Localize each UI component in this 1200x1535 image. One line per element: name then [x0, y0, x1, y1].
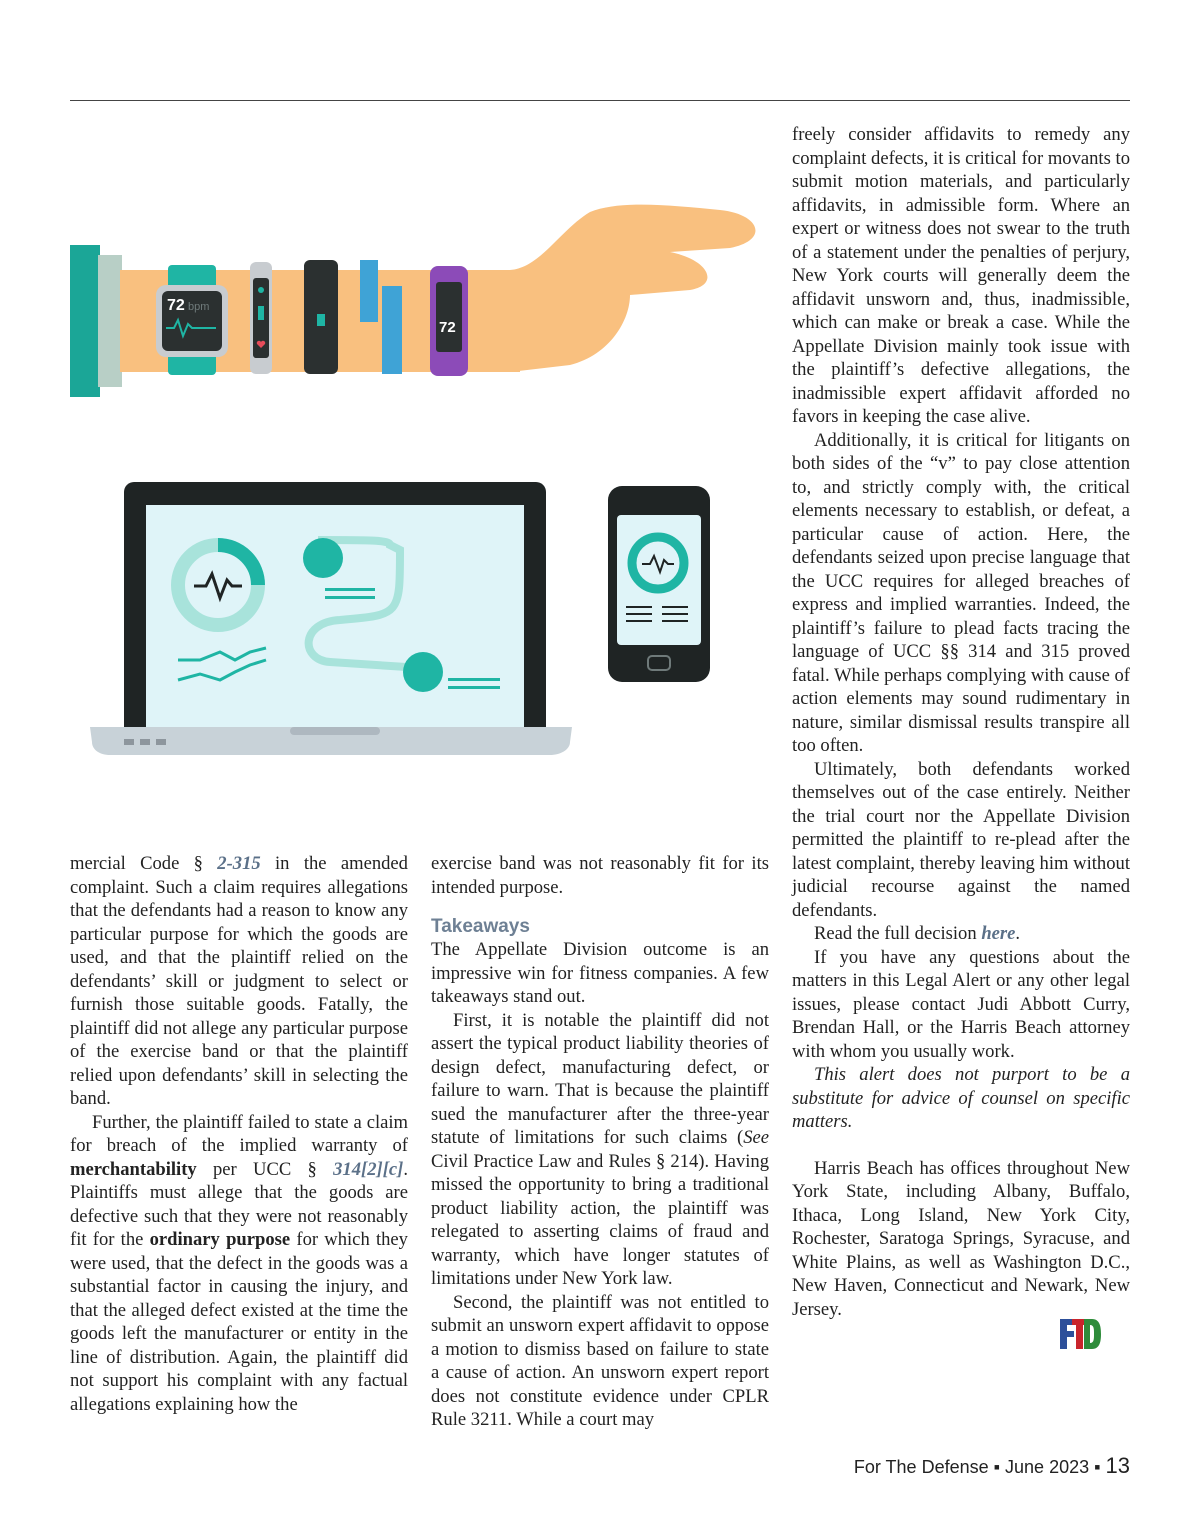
publication-name: For The Defense	[853, 1457, 989, 1477]
text-column-2	[431, 852, 769, 1432]
paragraph: Harris Beach has offices throughout New York State, including Albany, Buffalo, Ithaca, Long Island, New York City, Rochester, Saratoga Springs, Syracuse, and White Plains, as well as Washington D.C., New Haven, Connecticut and Newark, New Jersey.	[792, 1157, 1130, 1320]
ftd-logo	[1058, 1317, 1102, 1351]
page-number: 13	[1105, 1453, 1130, 1478]
paragraph: Ultimately, both defendants worked themselves out of the case entirely. Neither the trial court nor the Appellate Division permitted the plaintiff to re-plead after the latest complaint, thereby leaving him without judicial recourse against the named defendants.	[792, 758, 1130, 921]
paragraph: mercial Code § 2-315 in the amended complaint. Such a claim requires allegations that the defendants had a reason to know any particular purpose for which the goods are used, and that the plaintiff relied on the defendants’ skill or judgment to select or furnish those suitable goods. Fatally, the plaintiff did not allege any particular purpose of the exercise band or that the plaintiff relied upon defendants’ skill in selecting the band.	[70, 853, 408, 1109]
arm-with-fitness-bands	[70, 205, 755, 397]
text-column-1	[70, 852, 408, 1416]
watch-bpm-value: 72	[167, 297, 185, 314]
black-band-icon	[304, 260, 338, 374]
separator-dot: ▪	[993, 1457, 1006, 1477]
fitness-band-icon	[250, 262, 272, 374]
link-here[interactable]: here	[981, 923, 1016, 944]
link-314-2-c[interactable]: 314[2][c]	[333, 1158, 404, 1180]
purple-band-icon	[430, 266, 468, 376]
paragraph: Further, the plaintiff failed to state a claim for breach of the implied warranty of merchantability per UCC § 314[2][c]. Plaintiffs must allege that the goods are defective such that they were not reasonably fit for the ordinary purpose for which they were used, that the defect in the goods was a substantial factor in causing the injury, and that the alleged defect existed at the time the goods left the manufacturer or entity in the line of distribution. Again, the plaintiff did not support his complaint with any factual allegations explaining how the	[70, 1111, 408, 1415]
paragraph: The Appellate Division outcome is an impressive win for fitness companies. A few takeaways stand out.	[431, 939, 769, 1007]
paragraph: Additionally, it is critical for litigants on both sides of the “v” to pay close attention to, and strictly comply with, the critical elements necessary to establish, or defeat, a particular cause of action. Here, the defendants seized upon precise language that the UCC requires for alleged breaches of express and implied warranties. Indeed, the plaintiff’s failure to plead facts tracing the language of UCC §§ 314 and 315 proved fatal. While perhaps complying with cause of action elements may sound rudimentary in nature, similar dismissal results transpire all too often.	[792, 429, 1130, 756]
laptop-icon	[90, 482, 572, 755]
text-column-3	[792, 123, 1130, 1321]
smartphone-icon	[608, 486, 710, 682]
paragraph: First, it is notable the plaintiff did not assert the typical product liability theories of design defect, manufacturing defect, or failure to warn. That is because the plaintiff sued the manufacturer after the three-year statute of limitations for such claims (See Civil Practice Law and Rules § 214). Having missed the opportunity to bring a traditional product liability action, the plaintiff was relegated to asserting claims of fraud and warranty, which have longer statutes of limitations under New York law.	[431, 1009, 769, 1289]
wearables-illustration	[70, 190, 770, 770]
paragraph: If you have any questions about the matters in this Legal Alert or any other legal issues, please contact Judi Abbott Curry, Brendan Hall, or the Harris Beach attorney with whom you usually work.	[792, 946, 1130, 1062]
paragraph: freely consider affidavits to remedy any complaint defects, it is critical for movants to submit motion materials, and particularly affidavits, in admissible form. Where an expert or witness does not swear to the truth of a statement under the penalties of perjury, New York courts will generally deem the affidavit unsworn and, thus, inadmissible, which can make or break a case. While the Appellate Division mainly took issue with the plaintiff’s defective allegations, the inadmissible expert affidavit afforded no favors in keeping the case alive.	[792, 124, 1130, 427]
paragraph: Read the full decision here.	[814, 923, 1021, 944]
paragraph: Second, the plaintiff was not entitled to submit an unsworn expert affidavit to oppose a motion to dismiss based on failure to state a cause of action. An unsworn expert report does not constitute evidence under CPLR Rule 3211. While a court may	[431, 1291, 769, 1430]
page-footer	[854, 1453, 1130, 1479]
link-2-315[interactable]: 2-315	[217, 853, 261, 874]
issue-date: June 2023	[1005, 1457, 1090, 1477]
separator-dot: ▪	[1094, 1457, 1106, 1477]
section-heading: Takeaways	[431, 916, 530, 937]
disclaimer: This alert does not purport to be a substitute for advice of counsel on specific matters.	[792, 1064, 1130, 1132]
watch-bpm-unit: bpm	[188, 301, 210, 313]
top-rule	[70, 100, 1130, 101]
band-value: 72	[439, 319, 456, 336]
paragraph: exercise band was not reasonably fit for its intended purpose.	[431, 853, 769, 898]
